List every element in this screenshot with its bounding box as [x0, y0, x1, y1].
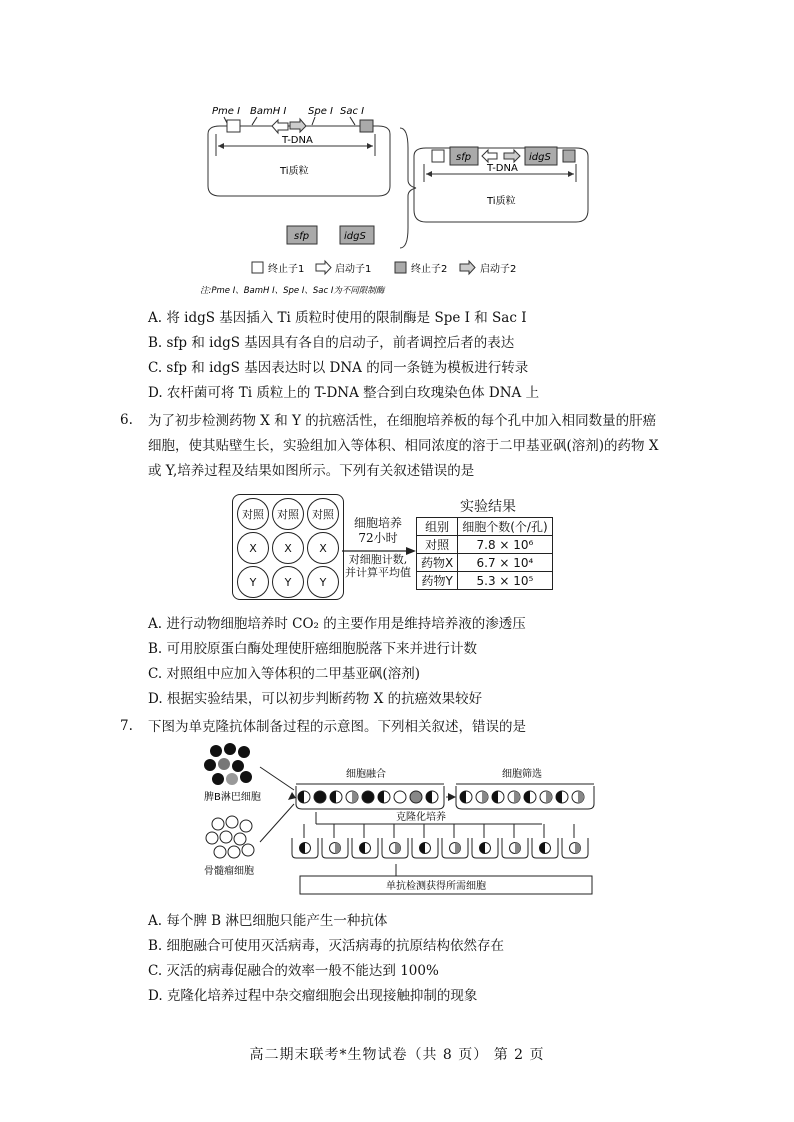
q7-number: 7. — [120, 718, 133, 734]
ti-plasmid-figure — [190, 98, 610, 300]
result-table-title: 实验结果 — [460, 499, 516, 515]
q7-option-a[interactable]: A. 每个脾 B 淋巴细胞只能产生一种抗体 — [148, 913, 388, 929]
legend-promoter1: 启动子1 — [335, 264, 372, 275]
monoclonal-figure — [196, 742, 598, 904]
spe-label: Spe I — [308, 106, 333, 117]
row-control-value: 7.8 × 10⁶ — [458, 536, 552, 554]
well: X — [307, 532, 339, 564]
q6-stem-line1: 为了初步检测药物 X 和 Y 的抗癌活性，在细胞培养板的每个孔中加入相同数量的肝癌 — [148, 413, 657, 429]
well: Y — [237, 566, 269, 598]
row-y-value: 5.3 × 10⁵ — [458, 572, 552, 590]
q6-option-a[interactable]: A. 进行动物细胞培养时 CO₂ 的主要作用是维持培养液的渗透压 — [148, 616, 526, 632]
q5-option-c[interactable]: C. sfp 和 idgS 基因表达时以 DNA 的同一条链为模板进行转录 — [148, 360, 529, 376]
header-group: 组别 — [417, 518, 458, 536]
bamh-label: BamH I — [250, 106, 287, 117]
fig1-note: 注:Pme I、BamH I、Spe I、Sac I为不同限制酶 — [200, 286, 385, 296]
idgs-label-right: idgS — [529, 152, 551, 163]
tdna-label-right: T-DNA — [487, 163, 518, 174]
terminator1-box — [227, 120, 240, 132]
b-cell-label: 脾B淋巴细胞 — [204, 792, 261, 803]
pme-label: Pme I — [212, 106, 241, 117]
header-count: 细胞个数(个/孔) — [458, 518, 552, 536]
row-y-name: 药物Y — [417, 572, 458, 590]
legend-terminator2: 终止子2 — [411, 264, 448, 275]
legend-terminator1: 终止子1 — [268, 264, 305, 275]
q5-option-d[interactable]: D. 农杆菌可将 Ti 质粒上的 T-DNA 整合到白玫瑰染色体 DNA 上 — [148, 385, 540, 401]
page-footer: 高二期末联考*生物试卷（共 8 页） 第 2 页 — [249, 1047, 545, 1063]
q7-option-c[interactable]: C. 灭活的病毒促融合的效率一般不能达到 100% — [148, 963, 439, 979]
row-x-name: 药物X — [417, 554, 458, 572]
q6-stem-line2: 细胞，使其贴壁生长，实验组加入等体积、相同浓度的溶于二甲基亚砜(溶剂)的药物 X — [148, 438, 659, 454]
arrow-caption-top: 细胞培养 72小时 — [353, 516, 402, 545]
terminator2-box — [360, 120, 373, 132]
result-table — [416, 517, 553, 590]
sac-label: Sac I — [340, 106, 365, 117]
q6-option-b[interactable]: B. 可用胶原蛋白酶处理使肝癌细胞脱落下来并进行计数 — [148, 641, 478, 657]
well: X — [237, 532, 269, 564]
q6-option-c[interactable]: C. 对照组中应加入等体积的二甲基亚砜(溶剂) — [148, 666, 420, 682]
well: 对照 — [272, 498, 304, 530]
well: 对照 — [237, 498, 269, 530]
legend-promoter2: 启动子2 — [480, 264, 517, 275]
myeloma-label: 骨髓瘤细胞 — [204, 866, 254, 877]
q5-option-a[interactable]: A. 将 idgS 基因插入 Ti 质粒时使用的限制酶是 Spe I 和 Sac I — [148, 310, 527, 326]
q5-option-b[interactable]: B. sfp 和 idgS 基因具有各自的启动子，前者调控后者的表达 — [148, 335, 515, 351]
well: Y — [272, 566, 304, 598]
well-plate — [232, 494, 344, 600]
well: Y — [307, 566, 339, 598]
well: 对照 — [307, 498, 339, 530]
clone-label: 克隆化培养 — [396, 812, 446, 823]
b-cells-cluster — [204, 743, 252, 785]
fusion-label: 细胞融合 — [346, 769, 386, 780]
q6-number: 6. — [120, 412, 133, 428]
q7-option-d[interactable]: D. 克隆化培养过程中杂交瘤细胞会出现接触抑制的现象 — [148, 988, 478, 1004]
antibody-detect-label: 单抗检测获得所需细胞 — [386, 881, 486, 892]
q6-option-d[interactable]: D. 根据实验结果，可以初步判断药物 X 的抗癌效果较好 — [148, 691, 483, 707]
arrow-caption-bottom: 对细胞计数, 并计算平均值 — [345, 553, 411, 579]
myeloma-cells-cluster — [206, 816, 254, 858]
q7-option-b[interactable]: B. 细胞融合可使用灭活病毒，灭活病毒的抗原结构依然存在 — [148, 938, 505, 954]
well: X — [272, 532, 304, 564]
idgs-gene-label: idgS — [344, 231, 366, 242]
q6-stem-line3: 或 Y,培养过程及结果如图所示。下列有关叙述错误的是 — [148, 463, 475, 479]
row-x-value: 6.7 × 10⁴ — [458, 554, 552, 572]
ti-label-left: Ti质粒 — [280, 166, 309, 177]
tdna-label-left: T-DNA — [282, 135, 313, 146]
selection-label: 细胞筛选 — [502, 769, 542, 780]
ti-label-right: Ti质粒 — [487, 196, 516, 207]
q7-stem: 下图为单克隆抗体制备过程的示意图。下列相关叙述，错误的是 — [148, 719, 526, 735]
sfp-label-right: sfp — [456, 152, 472, 163]
row-control-name: 对照 — [417, 536, 458, 554]
sfp-gene-label: sfp — [294, 231, 310, 242]
